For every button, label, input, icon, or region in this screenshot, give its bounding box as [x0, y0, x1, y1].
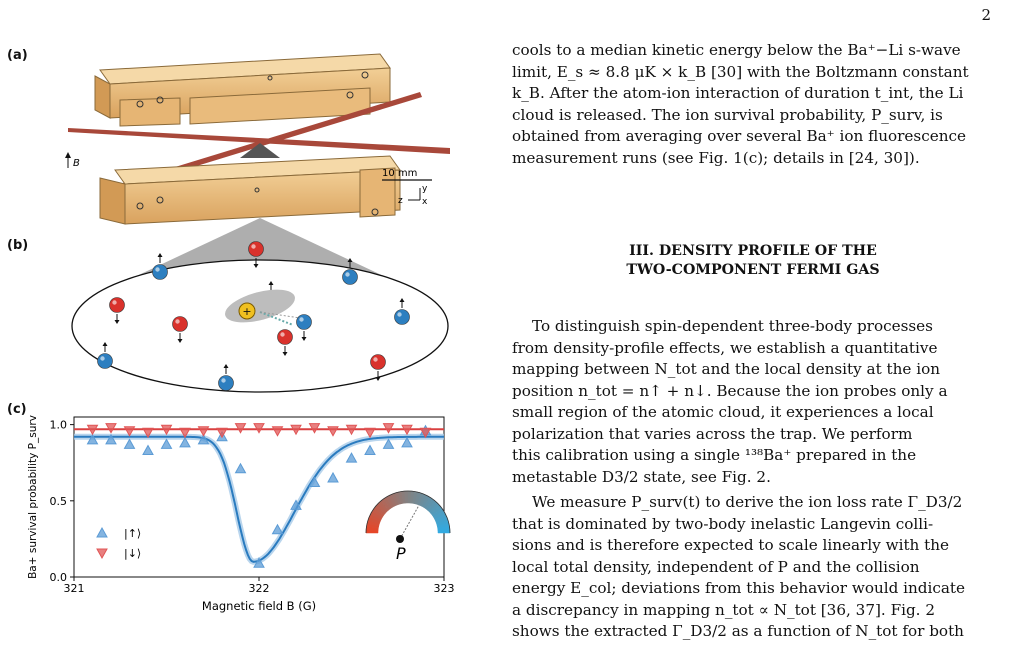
panel-label-b: (b)	[7, 238, 29, 253]
legend-label: |↓⟩	[124, 547, 142, 560]
spin-down-atom	[278, 330, 293, 345]
data-point-down	[273, 427, 283, 436]
spin-up-atom	[343, 270, 358, 285]
paragraph-3: We measure P_surv(t) to derive the ion loss rate Γ_D3/2 that is dominated by two-body inelastic Langevin colli- sions and is therefore expected to scale linearly with the local total density, independent of P and the collision energy E_col; deviations from this behavior would indicate a discrepancy in mapping n_tot ∝ N_tot [36, 37]. Fig. 2 shows the extracted Γ_D3/2 as a function of N_tot for both	[512, 493, 966, 640]
data-point-down	[217, 428, 227, 437]
data-point-down	[310, 424, 320, 433]
scale-bar-label: 10 mm	[382, 168, 418, 179]
data-point-up	[273, 525, 283, 534]
data-point-up	[125, 439, 135, 448]
data-point-up	[347, 453, 357, 462]
spin-down-atom	[173, 317, 188, 332]
panel-label-c: (c)	[7, 402, 27, 417]
data-point-down	[384, 424, 394, 433]
data-point-down	[236, 424, 246, 433]
atom-ion-cloud-diagram	[60, 215, 460, 397]
x-axis-label: Magnetic field B (G)	[201, 599, 317, 613]
gauge-label: P	[396, 544, 406, 563]
y-tick-label: 0.0	[49, 571, 67, 584]
gauge-needle-pivot	[396, 535, 404, 543]
axis-z-label: z	[398, 196, 403, 206]
svg-text:+: +	[242, 305, 252, 318]
spin-up-atom	[395, 310, 410, 325]
y-tick-label: 0.5	[49, 494, 67, 508]
data-point-up	[384, 439, 394, 448]
spin-down-atom	[249, 242, 264, 257]
data-point-up	[328, 473, 338, 482]
legend-marker	[97, 528, 107, 537]
page-number: 2	[981, 6, 991, 24]
data-point-down	[199, 427, 209, 436]
data-point-down	[254, 424, 264, 433]
spin-up-atom	[153, 265, 168, 280]
b-field-label: B	[73, 158, 80, 169]
spin-up-atom	[98, 354, 113, 369]
y-tick-label: 1.0	[49, 418, 67, 432]
axis-y-label: y	[422, 184, 428, 194]
x-tick-label: 322	[248, 582, 270, 595]
data-point-up	[143, 446, 153, 455]
cloud-ellipse	[72, 260, 448, 392]
data-point-down	[328, 427, 338, 436]
paragraph-2: To distinguish spin-dependent three-body processes from density-profile effects, we establish a quantitative mapping between N_tot and the local density at the ion position n_tot = n↑ + n↓. Because the ion probes only a small region of the atomic cloud, it experiences a local polarization that varies across the trap. We perform this calibration using a single ¹³⁸Ba⁺ prepared in the metastable D3/2 state, see Fig. 2.	[512, 317, 948, 486]
spin-up-atom	[297, 315, 312, 330]
data-point-up	[236, 464, 246, 473]
data-point-down	[106, 424, 116, 433]
x-tick-label: 321	[63, 582, 85, 595]
section-heading: III. DENSITY PROFILE OF THE TWO-COMPONENT FERMI GAS	[626, 243, 880, 278]
spin-up-atom	[219, 376, 234, 391]
spin-down-atom	[371, 355, 386, 370]
y-axis-label: Ba+ survival probability P_surv	[27, 415, 39, 579]
spin-down-atom	[110, 298, 125, 313]
paragraph-1: cools to a median kinetic energy below the Ba⁺−Li s-wave limit, E_s ≈ 8.8 μK × k_B [30] with the Boltzmann constant k_B. After the atom-ion interaction of duration t_int, the Li cloud is released. The ion survival probability, P_surv, is obtained from averaging over several Ba⁺ ion fluorescence measurement runs (see Fig. 1(c); details in [24, 30]).	[512, 41, 969, 167]
data-point-up	[162, 439, 172, 448]
bottom-electrodes	[100, 156, 400, 224]
data-point-up	[365, 446, 375, 455]
axis-x-label: x	[422, 197, 428, 207]
legend-label: |↑⟩	[124, 527, 142, 540]
x-tick-label: 323	[433, 582, 455, 595]
survival-chart	[20, 395, 480, 625]
legend-marker	[97, 549, 107, 558]
panel-label-a: (a)	[7, 48, 28, 63]
